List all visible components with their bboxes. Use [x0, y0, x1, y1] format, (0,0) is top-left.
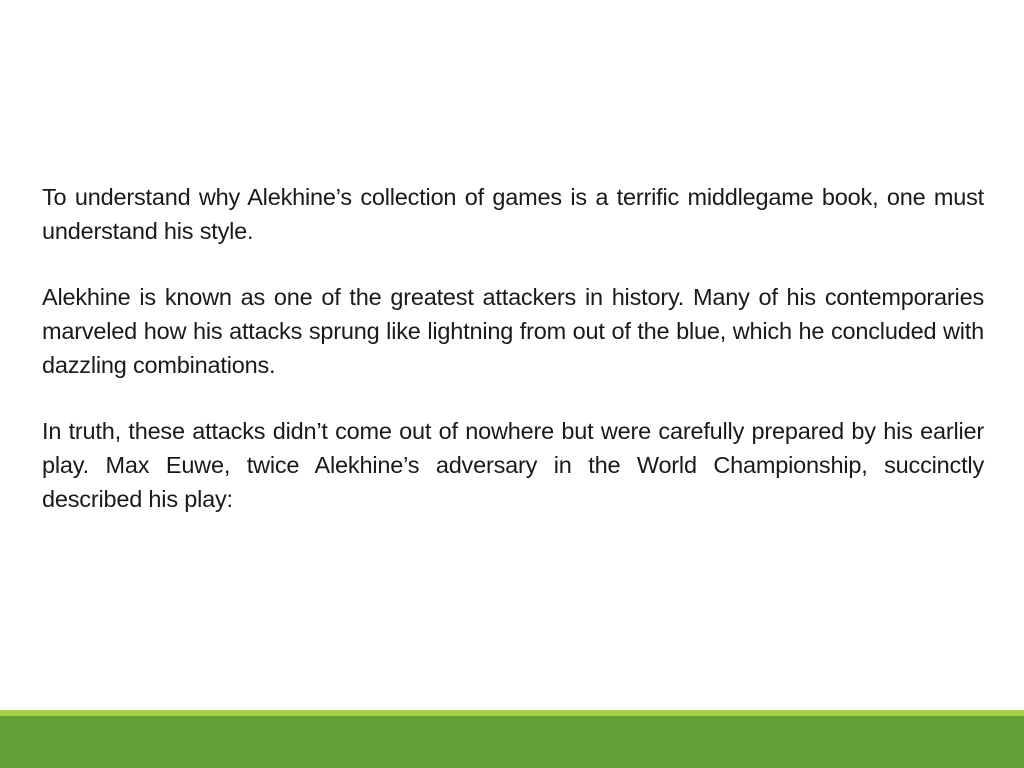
paragraph-attacker: Alekhine is known as one of the greatest attackers in history. Many of his contemporaries marveled how his attacks sprung like lightning from out of the blue, which he concluded with dazzling combinations. — [42, 284, 984, 378]
paragraph-euwe: In truth, these attacks didn’t come out of nowhere but were carefully prepared by his earlier play. Max Euwe, twice Alekhine’s adversary in the World Championship, succinctly described his play: — [42, 418, 984, 512]
slide-body — [42, 180, 984, 548]
footer-band — [0, 716, 1024, 768]
paragraph-intro: To understand why Alekhine’s collection of games is a terrific middlegame book, one must understand his style. — [42, 184, 984, 244]
